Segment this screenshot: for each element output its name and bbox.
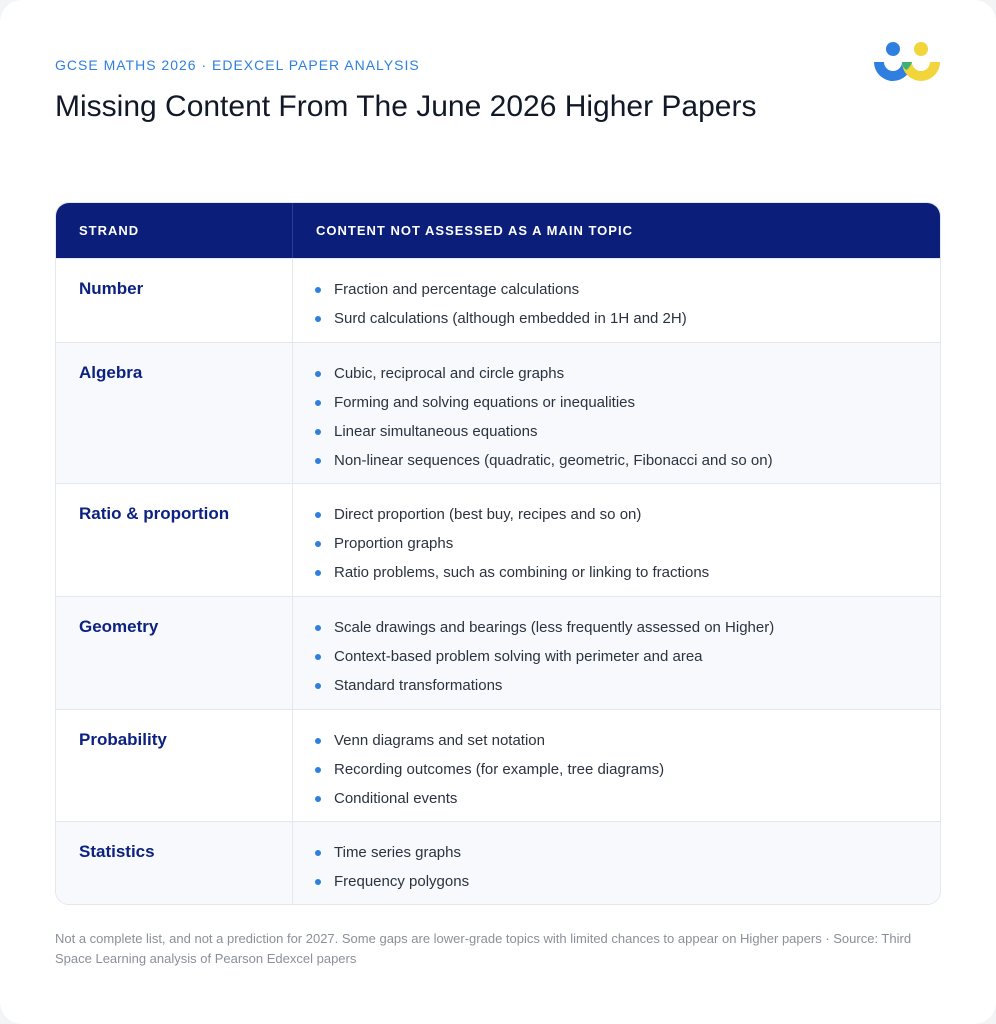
- list-item-text: Fraction and percentage calculations: [334, 281, 580, 298]
- bullet-icon: [315, 796, 321, 802]
- bullet-icon: [315, 570, 321, 576]
- strand-cell: Geometry: [56, 597, 293, 709]
- bullet-icon: [315, 738, 321, 744]
- bullet-icon: [315, 512, 321, 518]
- bullet-icon: [315, 287, 321, 293]
- list-item: [315, 867, 940, 896]
- bullet-icon: [315, 458, 321, 464]
- third-space-learning-logo-icon: [870, 40, 944, 84]
- list-item: [315, 613, 940, 642]
- bullet-icon: [315, 371, 321, 377]
- content-cell: [293, 484, 940, 596]
- list-item: [315, 500, 940, 529]
- list-item-text: Cubic, reciprocal and circle graphs: [334, 365, 565, 382]
- table-row: [56, 258, 940, 342]
- list-item-text: Context-based problem solving with perimeter and area: [334, 648, 703, 665]
- list-item: [315, 784, 940, 813]
- list-item-text: Conditional events: [334, 790, 458, 807]
- bullet-icon: [315, 400, 321, 406]
- missing-content-table: [55, 202, 941, 905]
- bullet-icon: [315, 625, 321, 631]
- list-item: [315, 558, 940, 587]
- strand-cell: Statistics: [56, 822, 293, 905]
- list-item-text: Recording outcomes (for example, tree diagrams): [334, 761, 665, 778]
- list-item-text: Venn diagrams and set notation: [334, 732, 545, 749]
- eyebrow-label: GCSE MATHS 2026 · EDEXCEL PAPER ANALYSIS: [55, 57, 420, 73]
- page-title: Missing Content From The June 2026 Higher Papers: [55, 90, 757, 123]
- bullet-icon: [315, 683, 321, 689]
- list-item-text: Forming and solving equations or inequalities: [334, 394, 636, 411]
- table-row: [56, 709, 940, 821]
- list-item: [315, 642, 940, 671]
- strand-cell: Probability: [56, 710, 293, 821]
- list-item-text: Standard transformations: [334, 677, 503, 694]
- list-item: [315, 838, 940, 867]
- content-cell: [293, 710, 940, 821]
- strand-cell: Ratio & proportion: [56, 484, 293, 596]
- list-item: [315, 529, 940, 558]
- content-cell: [293, 343, 940, 483]
- list-item: [315, 671, 940, 700]
- bullet-icon: [315, 429, 321, 435]
- bullet-icon: [315, 850, 321, 856]
- table-header: [56, 203, 940, 258]
- list-item: [315, 359, 940, 388]
- list-item: [315, 726, 940, 755]
- footnote: Not a complete list, and not a prediction for 2027. Some gaps are lower-grade topics with limited chances to appear on Higher papers · Source: Third Space Learning analysis of Pearson Edexcel papers: [55, 931, 912, 966]
- bullet-icon: [315, 879, 321, 885]
- list-item-text: Time series graphs: [334, 844, 461, 861]
- list-item-text: Non-linear sequences (quadratic, geometric, Fibonacci and so on): [334, 452, 773, 469]
- list-item-text: Linear simultaneous equations: [334, 423, 538, 440]
- table-row: [56, 483, 940, 596]
- list-item-text: Scale drawings and bearings (less frequently assessed on Higher): [334, 619, 775, 636]
- list-item: [315, 388, 940, 417]
- strand-cell: Number: [56, 259, 293, 342]
- bullet-icon: [315, 654, 321, 660]
- strand-cell: Algebra: [56, 343, 293, 483]
- column-header-content: CONTENT NOT ASSESSED AS A MAIN TOPIC: [316, 223, 633, 238]
- list-item: [315, 446, 940, 475]
- content-cell: [293, 597, 940, 709]
- content-cell: [293, 822, 940, 905]
- list-item: [315, 304, 940, 333]
- bullet-icon: [315, 541, 321, 547]
- list-item-text: Surd calculations (although embedded in 1H and 2H): [334, 310, 687, 327]
- list-item: [315, 755, 940, 784]
- list-item: [315, 275, 940, 304]
- list-item-text: Frequency polygons: [334, 873, 470, 890]
- column-header-strand: STRAND: [56, 203, 293, 258]
- table-row: [56, 342, 940, 483]
- table-row: [56, 596, 940, 709]
- bullet-icon: [315, 767, 321, 773]
- list-item-text: Direct proportion (best buy, recipes and so on): [334, 506, 642, 523]
- list-item-text: Proportion graphs: [334, 535, 454, 552]
- list-item: [315, 417, 940, 446]
- list-item-text: Ratio problems, such as combining or linking to fractions: [334, 564, 710, 581]
- bullet-icon: [315, 316, 321, 322]
- table-row: [56, 821, 940, 905]
- content-cell: [293, 259, 940, 342]
